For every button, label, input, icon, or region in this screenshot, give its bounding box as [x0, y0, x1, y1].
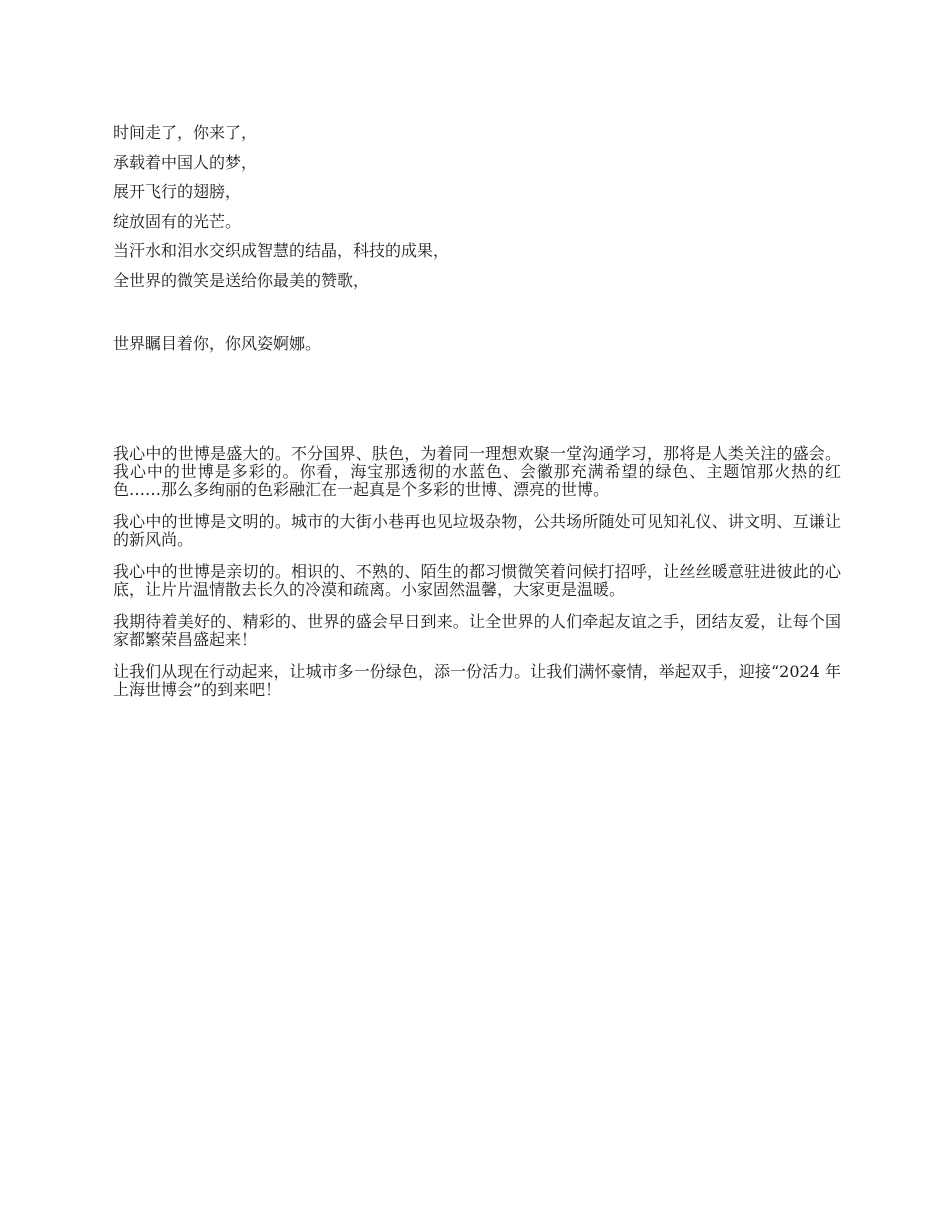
essay-paragraph: 我心中的世博是文明的。城市的大街小巷再也见垃圾杂物，公共场所随处可见知礼仪、讲文明、互谦让的新风尚。	[113, 511, 841, 549]
poem-line: 展开飞行的翅膀，	[113, 182, 242, 201]
essay-paragraph: 我心中的世博是亲切的。相识的、不熟的、陌生的都习惯微笑着问候打招呼，让丝丝暖意驻进彼此的心底，让片片温情散去长久的冷漠和疏离。小家固然温馨，大家更是温暖。	[113, 561, 841, 599]
poem-line: 绽放固有的光芒。	[113, 211, 242, 231]
poem-section	[113, 124, 841, 353]
poem-line: 当汗水和泪水交织成智慧的结晶，科技的成果，	[113, 241, 450, 260]
poem-line: 全世界的微笑是送给你最美的赞歌，	[113, 270, 370, 290]
blank-space	[113, 301, 841, 335]
document-page	[113, 124, 841, 713]
poem-line: 时间走了，你来了，	[113, 123, 258, 142]
poem-closing-line: 世界瞩目着你，你风姿婀娜。	[113, 334, 322, 353]
poem-line: 承载着中国人的梦，	[113, 152, 258, 172]
essay-paragraph: 我期待着美好的、精彩的、世界的盛会早日到来。让全世界的人们牵起友谊之手，团结友爱，让每个国家都繁荣昌盛起来！	[113, 611, 841, 649]
essay-paragraph: 我心中的世博是盛大的。不分国界、肤色，为着同一理想欢聚一堂沟通学习，那将是人类关注的盛会。我心中的世博是多彩的。你看，海宝那透彻的水蓝色、会徽那充满希望的绿色、主题馆那火热的红色……那么多绚丽的色彩融汇在一起真是个多彩的世博、漂亮的世博。	[113, 443, 841, 499]
blank-space	[113, 365, 841, 445]
essay-paragraph: 让我们从现在行动起来，让城市多一份绿色，添一份活力。让我们满怀豪情，举起双手，迎接“2024 年上海世博会”的到来吧！	[113, 661, 841, 699]
essay-section	[113, 445, 841, 699]
